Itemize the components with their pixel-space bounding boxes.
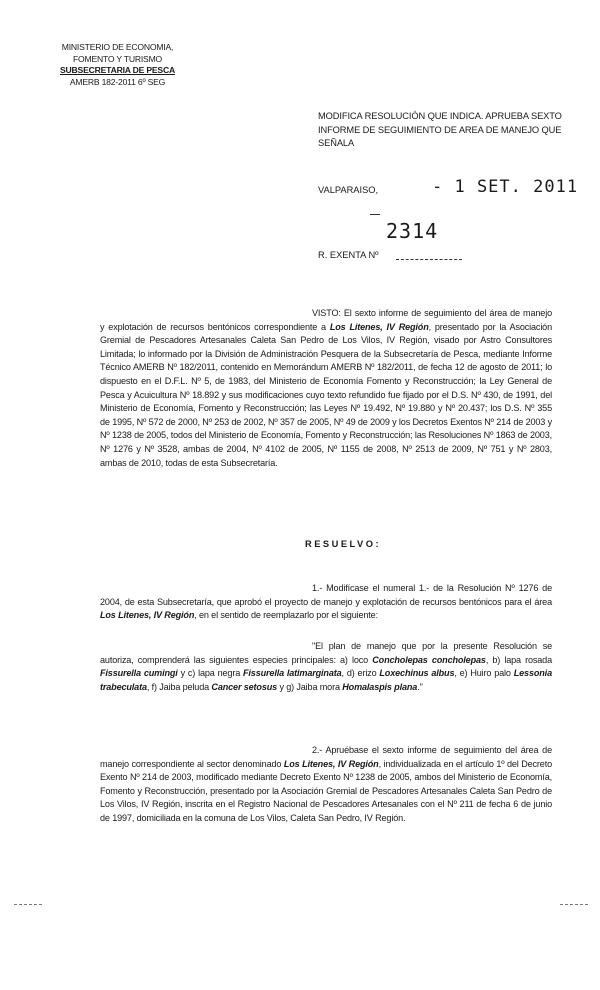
letterhead-reference: AMERB 182-2011 6º SEG	[69, 76, 166, 87]
document-subject: MODIFICA RESOLUCIÓN QUE INDICA. APRUEBA SEXTO INFORME DE SEGUIMIENTO DE AREA DE MANEJO QUE SEÑALA	[318, 111, 562, 148]
species-5: Lessonia trabeculata	[100, 668, 552, 692]
quote-text-7: y g) Jaiba mora	[277, 681, 343, 692]
letterhead-ministry: MINISTERIO DE ECONOMIA,	[61, 42, 174, 52]
visto-area-name: Los Litenes, IV Región	[329, 321, 429, 332]
visto-text-2: , presentado por la Asociación Gremial de Pescadores Artesanales Caleta San Pedro de Los Vilos, IV Región, visado por Astro Consultores Limitada; lo informado por la División de Administración Pesquera de la Subsecretaría de Pesca, mediante Informe Técnico AMERB Nº 182/2011, contenido en Memorándum AMERB Nº 182/2011, de fecha 12 de agosto de 2011; lo dispuesto en el D.F.L. Nº 5, de 1983, del Ministerio de Economía Fomento y Reconstrucción; la Ley General de Pesca y Acuicultura Nº 18.892 y sus modificaciones cuyo texto refundido fue fijado por el D.S. Nº 430, de 1991, del Ministerio de Economía, Fomento y Reconstrucción; las Leyes Nº 19.492, Nº 19.880 y Nº 20.437; los D.S. Nº 355 de 1995, Nº 572 de 2000, Nº 253 de 2002, Nº 357 de 2005, Nº 49 de 2009 y los Decretos Exentos Nº 214 de 2003 y Nº 1238 de 2005, todos del Ministerio de Economía, Fomento y Reconstrucción; las Resoluciones Nº 1863 de 2003, Nº 1276 y Nº 3528, ambas de 2004, Nº 4102 de 2005, Nº 1155 de 2008, Nº 2513 de 2009, Nº 751 y Nº 2803, ambas de 2010, todas de esta Subsecretaría.	[100, 321, 553, 468]
quote-text-8: ."	[417, 681, 423, 692]
quote-text-4: , d) erizo	[341, 668, 380, 679]
place-label: VALPARAISO,	[318, 185, 379, 195]
item-1-paragraph	[100, 582, 552, 623]
item-1-text-2: , en el sentido de reemplazarlo por el siguiente:	[194, 610, 378, 621]
letterhead-subsecretaria: SUBSECRETARIA DE PESCA	[60, 65, 175, 75]
resuelvo-heading: RESUELVO:	[305, 539, 382, 549]
letterhead-ministry-2: FOMENTO Y TURISMO	[72, 53, 163, 64]
quote-text-5: , e) Huiro palo	[454, 668, 514, 679]
quote-text-1: "El plan de manejo que por la presente Resolución se autoriza, comprenderá las siguientes especies principales: a) loco	[100, 641, 552, 665]
visto-text-1: VISTO: El sexto informe de seguimiento del área de manejo y explotación de recursos bentónicos correspondiente a	[100, 308, 552, 332]
margin-mark-right	[560, 904, 588, 905]
item-1-text-1: 1.- Modifícase el numeral 1.- de la Resolución Nº 1276 de 2004, de esta Subsecretaría, que aprobó el proyecto de manejo y explotación de recursos bentónicos para el área	[100, 583, 552, 607]
quote-text-6: , f) Jaiba peluda	[146, 681, 212, 692]
exenta-label: R. EXENTA Nº	[318, 250, 379, 260]
item-2-paragraph	[100, 744, 552, 826]
quote-text-3: y c) lapa negra	[177, 668, 244, 679]
date-stamp: - 1 SET. 2011	[432, 177, 579, 197]
species-6: Cancer setosus	[211, 681, 278, 692]
quote-paragraph	[100, 640, 552, 694]
exenta-number: 2314	[386, 219, 439, 243]
margin-mark-left	[14, 904, 42, 905]
item-2-text-2: , individualizada en el artículo 1º del Decreto Exento Nº 214 de 2003, modificado mediante Decreto Exento Nº 1238 de 2005, ambos del Ministerio de Economía, Fomento y Reconstrucción, presentado por la Asociación Gremial de Pescadores Artesanales Caleta San Pedro de Los Vilos, IV Región, inscrita en el Registro Nacional de Pescadores Artesanales con el Nº 211 de fecha 6 de junio de 1997, domiciliada en la comuna de Los Vilos, Caleta San Pedro, IV Región.	[100, 758, 552, 823]
quote-text-2: , b) lapa rosada	[485, 654, 552, 665]
item-2-area-name: Los Litenes, IV Región	[283, 758, 379, 769]
item-1-area-name: Los Litenes, IV Región	[100, 610, 195, 621]
species-1: Concholepas concholepas	[372, 654, 486, 665]
visto-paragraph	[100, 307, 552, 470]
letterhead	[50, 42, 185, 88]
species-3: Fissurella latimarginata	[243, 668, 342, 679]
species-4: Loxechinus albus	[379, 668, 455, 679]
number-dash	[370, 214, 380, 215]
item-2-text-1: 2.- Apruébase el sexto informe de seguimiento del área de manejo correspondiente al sector denominado	[100, 745, 552, 769]
exenta-underline	[396, 259, 462, 260]
species-7: Homalaspis plana	[342, 681, 418, 692]
species-2: Fissurella cumingi	[100, 668, 178, 679]
